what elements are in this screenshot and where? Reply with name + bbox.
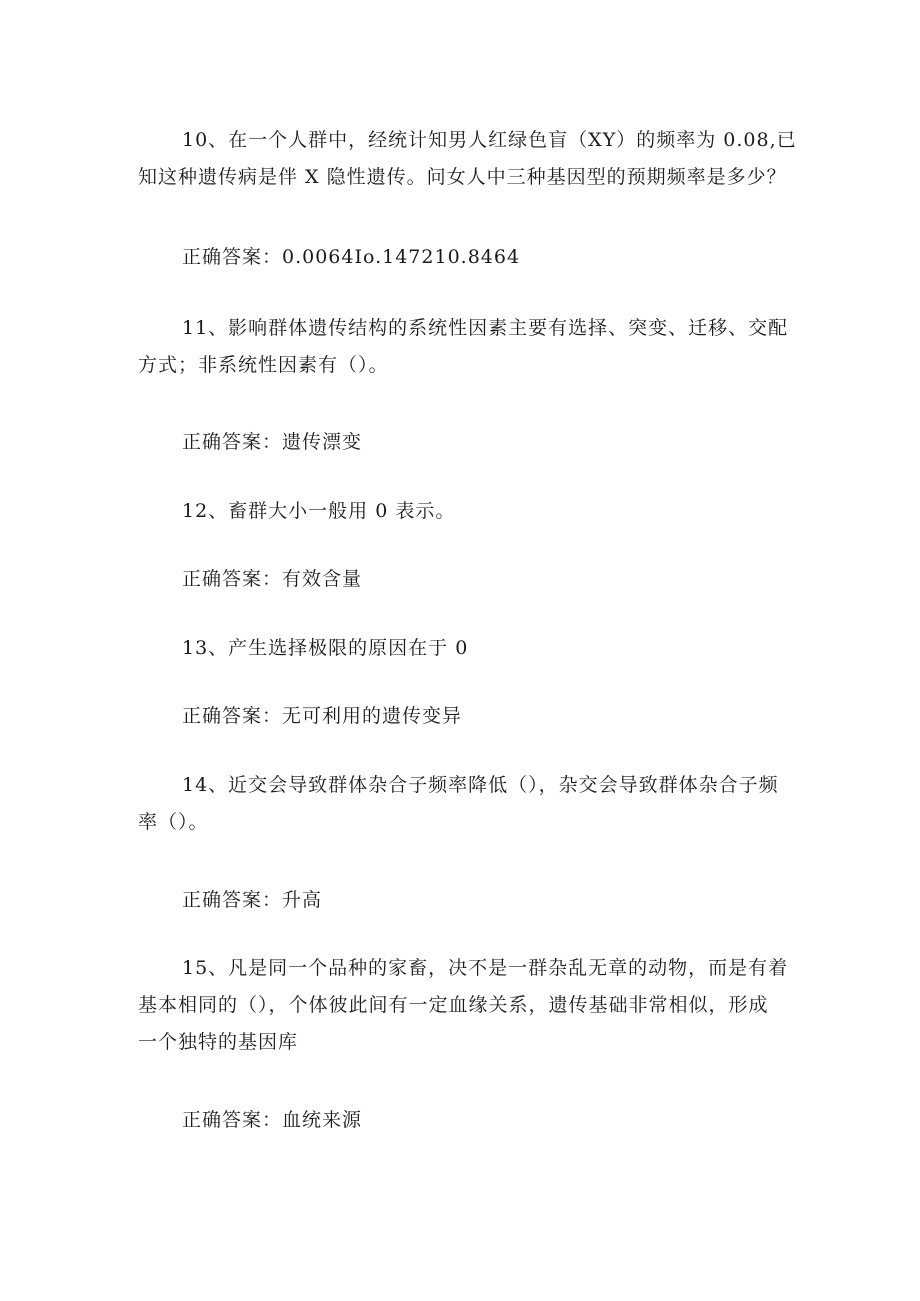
answer-14-text: 正确答案：升高 <box>182 889 323 911</box>
answer-10-text: 正确答案：0.0064Io.147210.8464 <box>182 246 521 268</box>
answer-13-text: 正确答案：无可利用的遗传变异 <box>182 705 463 727</box>
question-11-line-2: 方式；非系统性因素有（）。 <box>138 354 389 376</box>
answer-11-text: 正确答案：遗传漂变 <box>182 431 363 453</box>
question-13-line-1: 13、产生选择极限的原因在于 0 <box>182 637 469 659</box>
question-15 <box>138 950 788 1061</box>
question-10-line-2: 知这种遗传病是伴 X 隐性遗传。问女人中三种基因型的预期频率是多少？ <box>138 166 787 188</box>
question-15-line-3: 一个独特的基因库 <box>138 1031 299 1053</box>
answer-15-text: 正确答案：血统来源 <box>182 1109 363 1131</box>
question-11-line-1: 11、影响群体遗传结构的系统性因素主要有选择、突变、迁移、交配 <box>182 317 789 339</box>
question-15-line-2: 基本相同的（），个体彼此间有一定血缘关系，遗传基础非常相似，形成 <box>138 994 769 1016</box>
question-13 <box>138 630 788 667</box>
question-11 <box>138 310 788 384</box>
question-14-line-2: 率（）。 <box>138 811 209 833</box>
question-10 <box>138 122 797 196</box>
question-12-line-1: 12、畜群大小一般用 0 表示。 <box>182 500 456 522</box>
answer-11 <box>138 424 788 461</box>
answer-13 <box>138 698 788 735</box>
question-10-line-1: 10、在一个人群中，经统计知男人红绿色盲（XY）的频率为 0.08,已 <box>182 129 797 151</box>
answer-12 <box>138 561 788 598</box>
question-12 <box>138 493 788 530</box>
question-14 <box>138 767 788 841</box>
answer-12-text: 正确答案：有效含量 <box>182 568 363 590</box>
answer-15 <box>138 1102 788 1139</box>
answer-10 <box>138 239 788 276</box>
question-14-line-1: 14、近交会导致群体杂合子频率降低（），杂交会导致群体杂合子频 <box>182 774 779 796</box>
question-15-line-1: 15、凡是同一个品种的家畜，决不是一群杂乱无章的动物，而是有着 <box>182 957 789 979</box>
answer-14 <box>138 882 788 919</box>
